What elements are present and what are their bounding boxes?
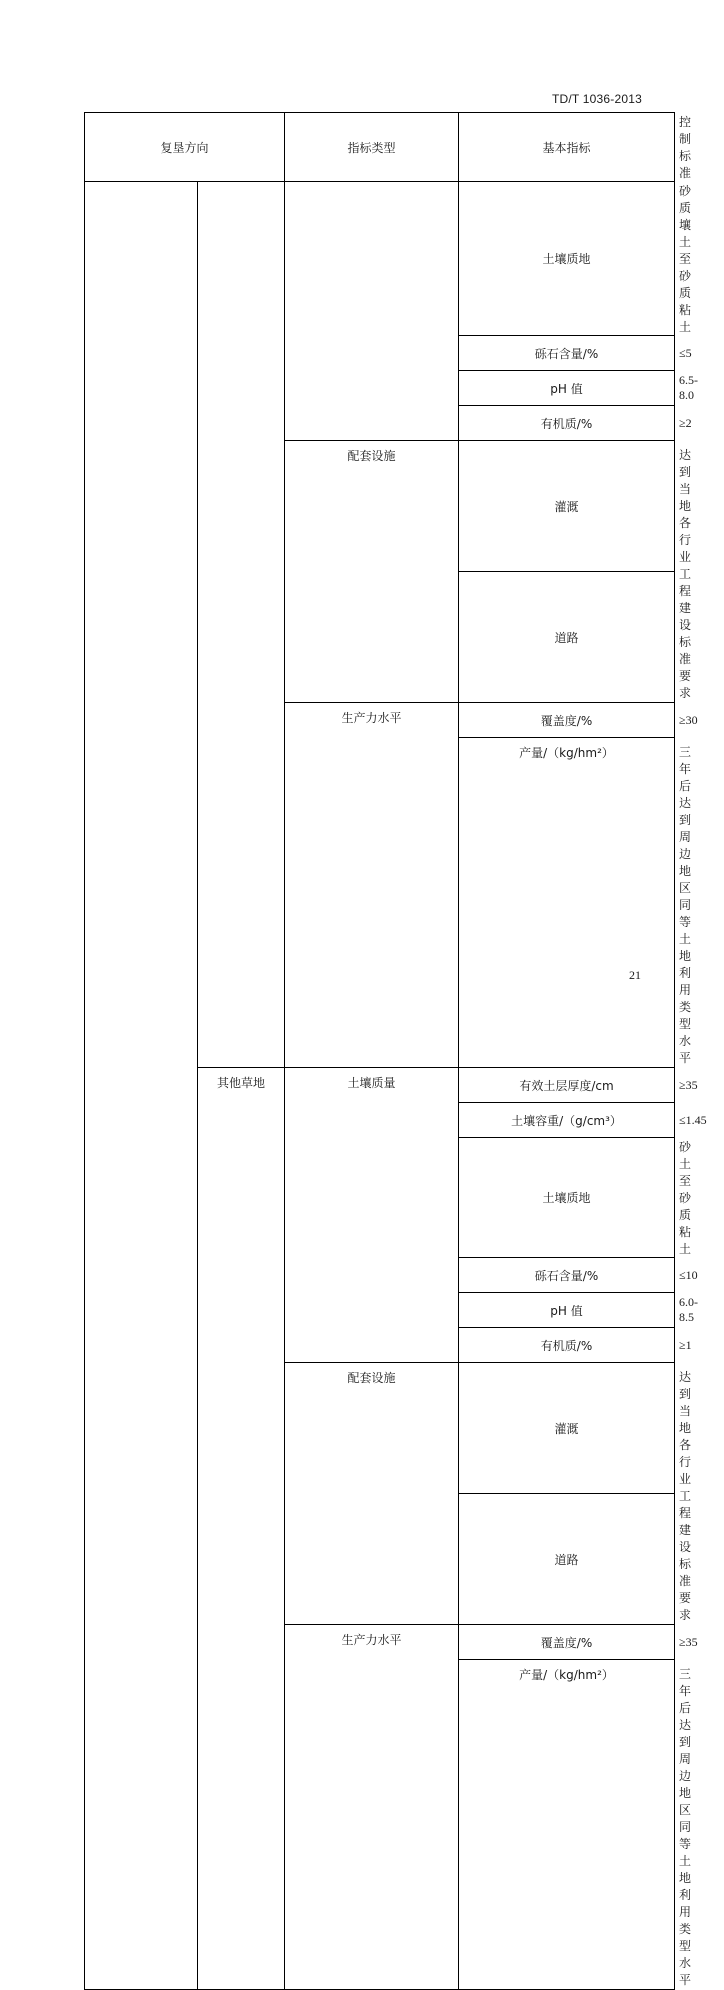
basic-indicator: 土壤质地 (459, 182, 675, 336)
indicator-type: 土壤质量 (285, 1068, 459, 1363)
table-row: 产量/（kg/hm²） 三年后达到周边地区同等土地利用类型水平 (85, 1660, 675, 1990)
header-reclamation-direction: 复垦方向 (85, 113, 285, 182)
indicator-type: 生产力水平 (285, 703, 459, 1068)
table-row: 有机质/% ≥1 (85, 1328, 675, 1363)
basic-indicator: 有机质/% (459, 1328, 675, 1363)
table-row: 其他草地 土壤质量 有效土层厚度/cm ≥35 (85, 1068, 675, 1103)
basic-indicator: 道路 (459, 1494, 675, 1625)
reclamation-standards-table (84, 112, 707, 1990)
table-row: 有机质/% ≥2 (85, 406, 675, 441)
basic-indicator: pH 值 (459, 371, 675, 406)
basic-indicator: 有效土层厚度/cm (459, 1068, 675, 1103)
table-row: 生产力水平 覆盖度/% ≥35 (85, 1625, 675, 1660)
basic-indicator: 砾石含量/% (459, 1258, 675, 1293)
header-basic-indicator: 基本指标 (459, 113, 675, 182)
table-row: 土壤容重/（g/cm³） ≤1.45 (85, 1103, 675, 1138)
table-row: 砾石含量/% ≤5 (85, 336, 675, 371)
table-row: 配套设施 灌溉 达到当地各行业工程建设标准要求 (85, 1363, 675, 1494)
subdirection-other-grassland: 其他草地 (198, 1068, 285, 1990)
table-row: 砾石含量/% ≤10 (85, 1258, 675, 1293)
basic-indicator: 道路 (459, 572, 675, 703)
basic-indicator: 产量/（kg/hm²） (459, 738, 675, 1068)
page-number: 21 (629, 968, 641, 982)
indicator-type: 配套设施 (285, 1363, 459, 1625)
subdirection-cell-continued (198, 182, 285, 1068)
indicator-type: 配套设施 (285, 441, 459, 703)
basic-indicator: 土壤质地 (459, 1138, 675, 1258)
basic-indicator: 灌溉 (459, 441, 675, 572)
indicator-type: 生产力水平 (285, 1625, 459, 1990)
basic-indicator: 覆盖度/% (459, 1625, 675, 1660)
table-header-row: 复垦方向 指标类型 基本指标 控制标准 (85, 113, 675, 182)
header-indicator-type: 指标类型 (285, 113, 459, 182)
table-row: pH 值 6.5-8.0 (85, 371, 675, 406)
table-row: 土壤质地 砂质壤土至砂质粘土 (85, 182, 675, 336)
basic-indicator: 覆盖度/% (459, 703, 675, 738)
indicator-type-soil-continued (285, 182, 459, 441)
basic-indicator: 土壤容重/（g/cm³） (459, 1103, 675, 1138)
table-row: 生产力水平 覆盖度/% ≥30 (85, 703, 675, 738)
table-row: 土壤质地 砂土至砂质粘土 (85, 1138, 675, 1258)
basic-indicator: pH 值 (459, 1293, 675, 1328)
direction-cell (85, 182, 198, 1990)
table-row: pH 值 6.0-8.5 (85, 1293, 675, 1328)
basic-indicator: 灌溉 (459, 1363, 675, 1494)
standard-code: TD/T 1036-2013 (552, 92, 642, 106)
basic-indicator: 产量/（kg/hm²） (459, 1660, 675, 1990)
basic-indicator: 砾石含量/% (459, 336, 675, 371)
table-row: 配套设施 灌溉 达到当地各行业工程建设标准要求 (85, 441, 675, 572)
basic-indicator: 有机质/% (459, 406, 675, 441)
table-row: 产量/（kg/hm²） 三年后达到周边地区同等土地利用类型水平 (85, 738, 675, 1068)
